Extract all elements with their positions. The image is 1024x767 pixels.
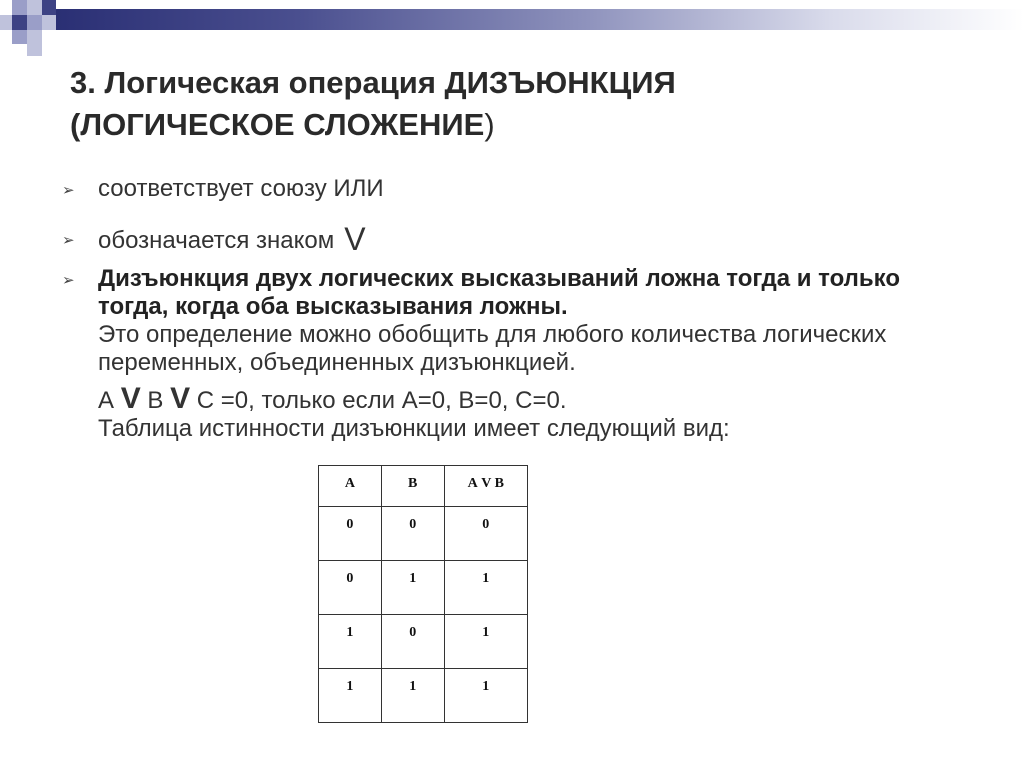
formula-var-b: В [147,387,164,414]
decor-square [12,30,27,44]
formula-or-symbol: V [170,382,191,415]
table-header-cell: А [319,466,382,507]
table-row [319,615,528,669]
bullet-list [62,175,962,443]
table-caption: Таблица истинности дизъюнкции имеет следующий вид: [98,415,730,442]
formula-or-symbol: V [120,382,141,415]
title-close-paren: ) [484,107,495,142]
formula-rest: С =0, только если А=0, В=0, С=0. [196,387,567,414]
table-cell: 1 [444,669,527,723]
table-cell: 1 [444,561,527,615]
table-cell: 0 [381,615,444,669]
arrow-bullet-icon: ➢ [62,232,75,249]
decor-square [27,15,42,30]
truth-table [318,465,528,723]
table-row [319,507,528,561]
formula-var-a: А [98,387,115,414]
decor-square [0,15,12,30]
formula [98,382,962,415]
table-cell: 1 [319,615,382,669]
decor-square [27,0,42,15]
title-line-2: (ЛОГИЧЕСКОЕ СЛОЖЕНИЕ [70,107,485,142]
decor-square [12,0,27,15]
table-row [319,669,528,723]
table-header-cell: А V В [444,466,527,507]
table-header-row [319,466,528,507]
bullet-text: соответствует союзу ИЛИ [98,175,384,202]
table-cell: 0 [381,507,444,561]
bullet-item [62,221,962,257]
decor-square [27,30,42,44]
bullet-text: обозначается знаком [98,227,335,254]
slide-title [70,62,950,146]
table-cell: 0 [319,561,382,615]
bullet-item [62,265,962,443]
definition-bold-text: Дизъюнкция двух логических высказываний ложна тогда и только тогда, когда оба высказывания ложны. [98,265,900,320]
table-cell: 0 [319,507,382,561]
decor-square [42,15,56,30]
table-cell: 1 [444,615,527,669]
table-cell: 1 [381,669,444,723]
table-cell: 1 [381,561,444,615]
decor-square [27,44,42,56]
table-cell: 1 [319,669,382,723]
decor-square [12,15,27,30]
arrow-bullet-icon: ➢ [62,182,75,199]
table-cell: 0 [444,507,527,561]
header-gradient-band [56,9,1024,30]
bullet-item [62,175,962,203]
decor-square [42,0,56,15]
table-row [319,561,528,615]
disjunction-symbol: V [344,221,366,257]
arrow-bullet-icon: ➢ [62,272,75,289]
definition-text: Это определение можно обобщить для любого количества логических переменных, объединенных дизъюнкцией. [98,321,887,376]
table-header-cell: В [381,466,444,507]
title-line-1: 3. Логическая операция ДИЗЪЮНКЦИЯ [70,65,676,100]
